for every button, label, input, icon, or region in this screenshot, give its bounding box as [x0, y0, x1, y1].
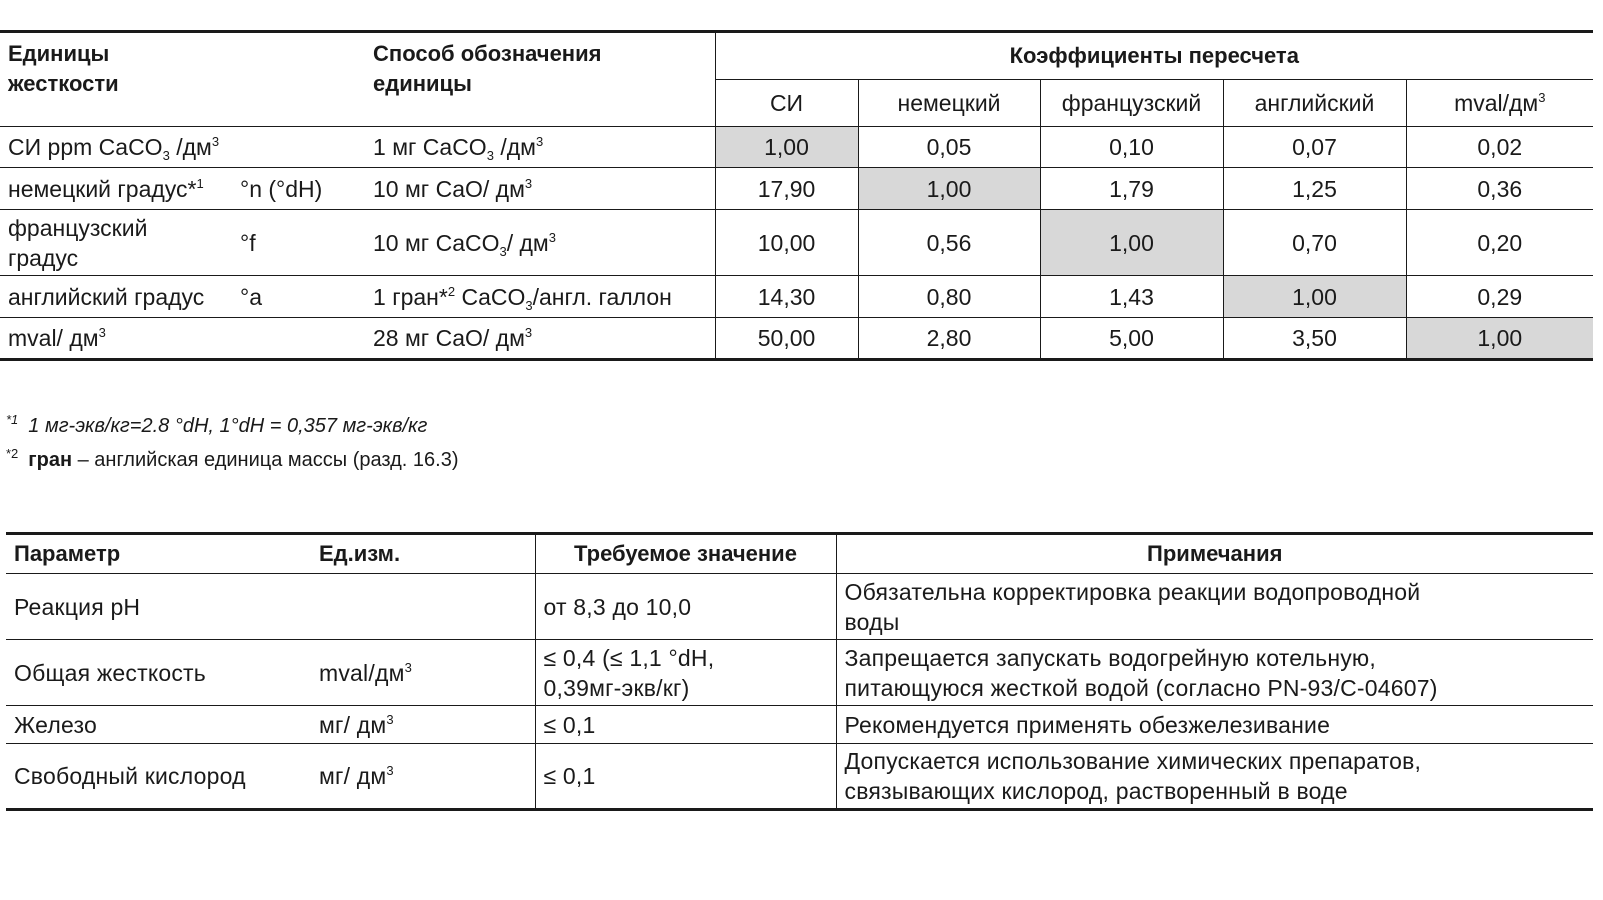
- table-row: [0, 210, 1593, 276]
- unit-symbol: °n (°dH): [240, 175, 323, 202]
- footnote-1: [6, 412, 427, 438]
- unit-name: mval/ $дм^3$: [8, 325, 106, 351]
- table-row: [6, 744, 1593, 810]
- coef-cell: 1,79: [1040, 168, 1223, 210]
- table-row: [0, 127, 1593, 168]
- header-parameter: Параметр: [14, 541, 121, 566]
- coef-cell: 0,10: [1040, 127, 1223, 168]
- param-note: Запрещается запускать водогрейную котельную, питающуюся жесткой водой (согласно PN-93/C-04607): [836, 640, 1593, 706]
- footnote-text: 1 мг-экв/кг=2.8 °dH, 1°dH = 0,357 мг-экв/кг: [28, 415, 428, 437]
- coef-cell: 14,30: [715, 276, 858, 318]
- param-name: Железо: [14, 711, 97, 738]
- coef-cell: 1,00: [1040, 210, 1223, 276]
- header-notes: Примечания: [836, 534, 1593, 574]
- param-unit: mval/$дм^3$: [319, 659, 413, 686]
- coef-cell: 2,80: [858, 318, 1040, 360]
- coef-cell: 0,29: [1406, 276, 1593, 318]
- param-value: ≤ 0,1: [535, 744, 836, 810]
- table1-header-row: [0, 32, 1593, 80]
- subheader-mval: mval/$дм^3$: [1406, 80, 1593, 127]
- footnote-text: – английская единица массы (разд. 16.3): [72, 449, 459, 471]
- header-coefficients: Коэффициенты пересчета: [715, 32, 1593, 80]
- unit-name: немецкий градус*$^1$: [8, 175, 204, 202]
- param-value: от 8,3 до 10,0: [535, 574, 836, 640]
- unit-method: 10 мг CaCO$_3$/ $дм^3$: [373, 229, 556, 259]
- coef-cell: 1,00: [715, 127, 858, 168]
- unit-symbol: °a: [240, 283, 262, 310]
- unit-method: 1 гран*$^2$ CaCO$_3$/англ. галлон: [373, 283, 672, 313]
- header-unit: Ед.изм.: [319, 541, 401, 566]
- footnote-term: гран: [28, 449, 73, 471]
- param-note: Обязательна корректировка реакции водопроводной воды: [836, 574, 1593, 640]
- table2-header-row: [6, 534, 1593, 574]
- coef-cell: 0,36: [1406, 168, 1593, 210]
- coef-cell: 3,50: [1223, 318, 1406, 360]
- header-units: Единицы жесткости: [8, 41, 119, 96]
- coef-cell: 0,80: [858, 276, 1040, 318]
- hardness-conversion-table: [0, 30, 1593, 361]
- coef-cell: 10,00: [715, 210, 858, 276]
- param-name: Общая жесткость: [14, 659, 206, 686]
- coef-cell: 0,70: [1223, 210, 1406, 276]
- header-required-value: Требуемое значение: [535, 534, 836, 574]
- param-note: Рекомендуется применять обезжелезивание: [836, 706, 1593, 744]
- table-row: [6, 706, 1593, 744]
- coef-cell: 1,00: [858, 168, 1040, 210]
- subheader-si: СИ: [715, 80, 858, 127]
- subheader-german: немецкий: [858, 80, 1040, 127]
- table-row: [6, 640, 1593, 706]
- unit-method: 10 мг CaO/ $дм^3$: [373, 175, 533, 202]
- coef-cell: 0,02: [1406, 127, 1593, 168]
- coef-cell: 17,90: [715, 168, 858, 210]
- unit-name: английский градус: [8, 283, 205, 310]
- param-unit: мг/ $дм^3$: [319, 711, 394, 738]
- subheader-english: английский: [1223, 80, 1406, 127]
- unit-name: французский градус: [8, 214, 148, 271]
- footnote-2: [6, 446, 458, 472]
- coef-cell: 1,00: [1223, 276, 1406, 318]
- param-name: Свободный кислород: [14, 763, 246, 789]
- param-value: ≤ 0,4 (≤ 1,1 °dH, 0,39мг-экв/кг): [535, 640, 836, 706]
- unit-name: СИ ppm CaCO$_3$ $/дм^3$: [8, 134, 220, 163]
- table-row: [6, 574, 1593, 640]
- param-unit: [311, 574, 535, 640]
- coef-cell: 0,56: [858, 210, 1040, 276]
- header-method: Способ обозначения единицы: [373, 41, 602, 96]
- unit-symbol: °f: [240, 229, 256, 256]
- param-note: Допускается использование химических препаратов, связывающих кислород, растворенный в воде: [836, 744, 1593, 810]
- coef-cell: 1,00: [1406, 318, 1593, 360]
- coef-cell: 0,05: [858, 127, 1040, 168]
- table-row: [0, 318, 1593, 360]
- coef-cell: 1,25: [1223, 168, 1406, 210]
- unit-method: 28 мг CaO/ $дм^3$: [373, 325, 533, 351]
- coef-cell: 50,00: [715, 318, 858, 360]
- footnote-mark: *2: [6, 446, 19, 461]
- footnote-mark: *1: [6, 412, 19, 427]
- table-row: [0, 276, 1593, 318]
- unit-method: 1 мг CaCO$_3$ $/дм^3$: [373, 134, 544, 163]
- table-row: [0, 168, 1593, 210]
- coef-cell: 0,07: [1223, 127, 1406, 168]
- param-unit: мг/ $дм^3$: [319, 763, 394, 789]
- coef-cell: 1,43: [1040, 276, 1223, 318]
- subheader-french: французский: [1040, 80, 1223, 127]
- coef-cell: 5,00: [1040, 318, 1223, 360]
- water-requirements-table: [6, 532, 1593, 811]
- param-name: Реакция pH: [14, 593, 141, 620]
- coef-cell: 0,20: [1406, 210, 1593, 276]
- param-value: ≤ 0,1: [535, 706, 836, 744]
